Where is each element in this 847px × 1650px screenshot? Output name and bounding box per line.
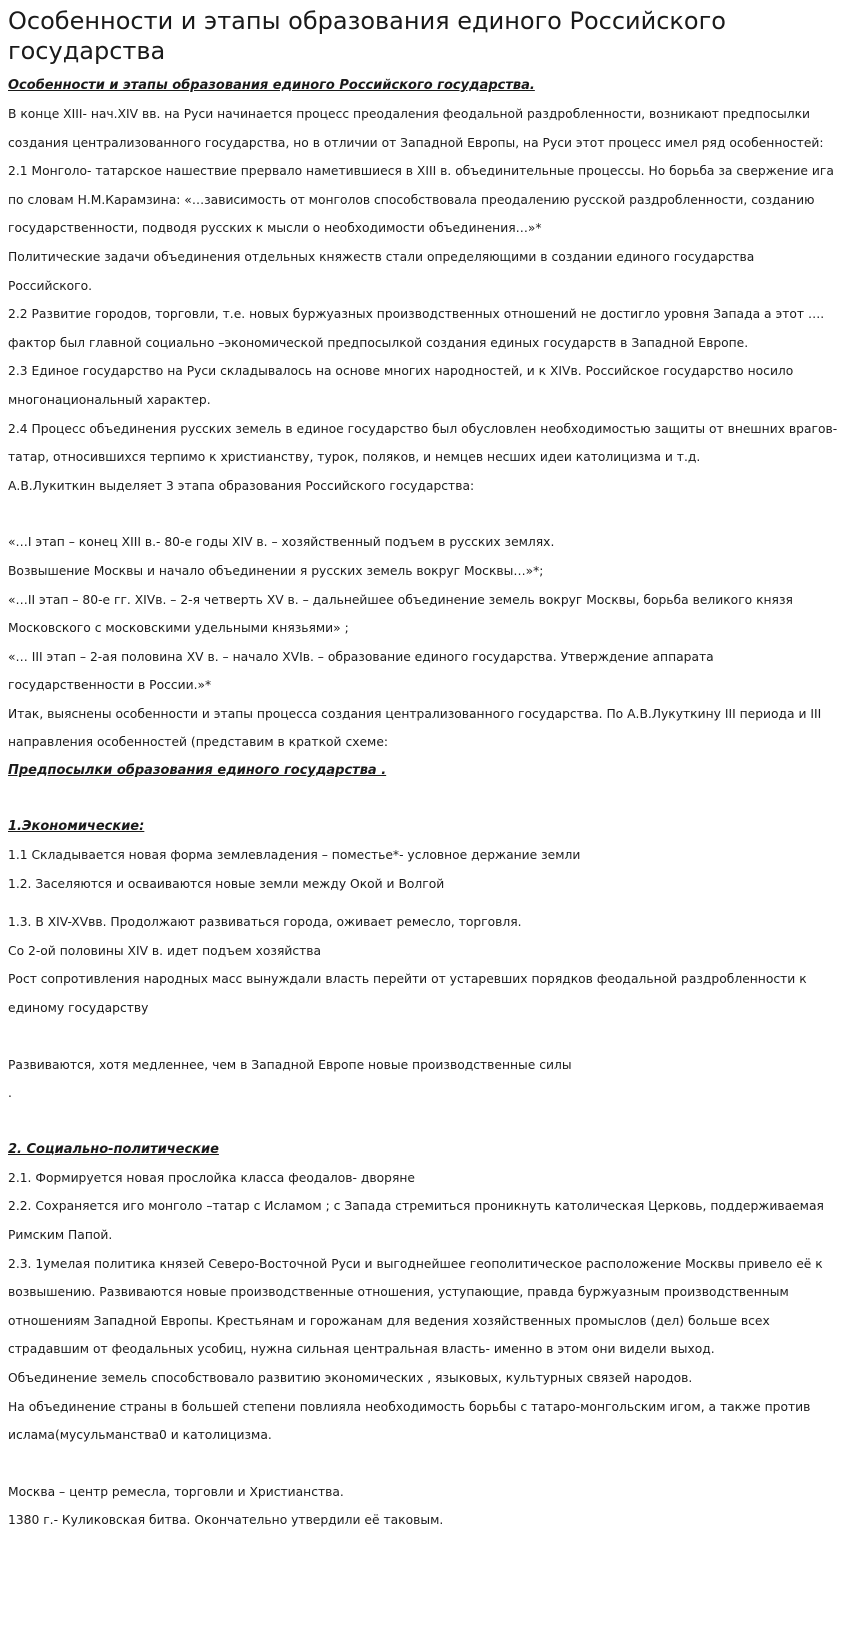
section-heading: 2. Социально-политические <box>8 1141 219 1157</box>
paragraph: Итак, выяснены особенности и этапы процесса создания централизованного государства. По А.В.Лукуткину III периода и III направления особенностей (представим в краткой схеме: <box>8 706 822 750</box>
paragraph: А.В.Лукиткин выделяет 3 этапа образования Российского государства: <box>8 478 475 493</box>
paragraph: 1.3. В XIV-XVвв. Продолжают развиваться города, оживает ремесло, торговля. <box>8 915 522 930</box>
blank-space <box>8 898 839 908</box>
paragraph: Политические задачи объединения отдельных княжеств стали определяющими в создании единого государства Российского. <box>8 249 755 293</box>
paragraph: Возвышение Москвы и начало объединении я русских земель вокруг Москвы…»*; <box>8 563 544 578</box>
paragraph: «…I этап – конец XIII в.- 80-е годы XIV в. – хозяйственный подъем в русских землях. <box>8 535 555 550</box>
paragraph: 2.3. 1умелая политика князей Северо-Восточной Руси и выгоднейшее геополитическое расположение Москвы привело её к возвышению. Развиваются новые производственные отношения, уступающие, правда буржуазным производственным отношениям Западной Европы. Крестьянам и горожанам для ведения хозяйственных промыслов (дел) больше всех страдавшим от феодальных усобиц, нужна сильная центральная власть- именно в этом они видели выход. <box>8 1256 823 1357</box>
paragraph: На объединение страны в большей степени повлияла необходимость борьбы с татаро-монгольским игом, а также против ислама(мусульманства0 и католицизма. <box>8 1399 811 1443</box>
paragraph: Со 2-ой половины XIV в. идет подъем хозяйства <box>8 943 322 958</box>
paragraph: Развиваются, хотя медленнее, чем в Западной Европе новые производственные силы <box>8 1057 572 1072</box>
paragraph: 2.2 Развитие городов, торговли, т.е. новых буржуазных производственных отношений не достигло уровня Запада а этот …. фактор был главной социально –экономической предпосылкой создания единых государств в Западной Европе. <box>8 307 825 350</box>
paragraph: В конце XIII- нач.XIV вв. на Руси начинается процесс преодаления феодальной раздробленности, возникают предпосылки создания централизованного государства, но в отличии от Западной Европы, на Руси этот процесс имел ряд особенностей: <box>8 107 824 150</box>
paragraph: «… III этап – 2-ая половина XV в. – начало XVIв. – образование единого государства. Утверждение аппарата государственности в России.»* <box>8 649 714 693</box>
document-body <box>8 72 839 1535</box>
paragraph: 2.2. Сохраняется иго монголо –татар с Исламом ; с Запада стремиться проникнуть католическая Церковь, поддерживаемая Римским Папой. <box>8 1199 824 1242</box>
section-heading: Предпосылки образования единого государства . <box>8 763 387 779</box>
paragraph: «…II этап – 80-е гг. XIVв. – 2-я четверть XV в. – дальнейшее объединение земель вокруг Москвы, борьба великого князя Московского с московскими удельными князьями» ; <box>8 592 793 636</box>
paragraph: 1380 г.- Куликовская битва. Окончательно утвердили её таковым. <box>8 1513 444 1528</box>
paragraph: 2.4 Процесс объединения русских земель в единое государство был обусловлен необходимостью защиты от внешних врагов- татар, относившихся терпимо к христианству, турок, поляков, и немцев несших идеи католицизма и т.д. <box>8 421 838 465</box>
blank-line <box>8 1450 839 1478</box>
section-heading: 1.Экономические: <box>8 819 145 835</box>
blank-line <box>8 1108 839 1136</box>
paragraph: 2.1. Формируется новая прослойка класса феодалов- дворяне <box>8 1170 415 1185</box>
paragraph: 2.3 Единое государство на Руси складывалось на основе многих народностей, и к XIVв. Российское государство носило многонациональный характер. <box>8 364 794 407</box>
paragraph: 2.1 Монголо- татарское нашествие прервало наметившиеся в XIII в. объединительные процессы. Но борьба за свержение ига по словам Н.М.Карамзина: «…зависимость от монголов способствовала преодалению русской раздробленности, созданию государственности, подводя русских к мысли о необходимости объединения…»* <box>8 164 834 236</box>
blank-line <box>8 1023 839 1051</box>
paragraph: Рост сопротивления народных масс вынуждали власть перейти от устаревших порядков феодальной раздробленности к единому государству <box>8 972 807 1016</box>
blank-line <box>8 500 839 528</box>
paragraph: 1.2. Заселяются и осваиваются новые земли между Окой и Волгой <box>8 876 445 891</box>
paragraph: 1.1 Складывается новая форма землевладения – поместье*- условное держание земли <box>8 848 581 863</box>
page-title: Особенности и этапы образования единого Российского государства <box>8 7 726 65</box>
paragraph: Москва – центр ремесла, торговли и Христианства. <box>8 1484 344 1499</box>
section-heading: Особенности и этапы образования единого Российского государства. <box>8 78 535 93</box>
paragraph: Объединение земель способствовало развитию экономических , языковых, культурных связей народов. <box>8 1370 693 1385</box>
blank-line <box>8 785 839 813</box>
paragraph: . <box>8 1086 12 1101</box>
